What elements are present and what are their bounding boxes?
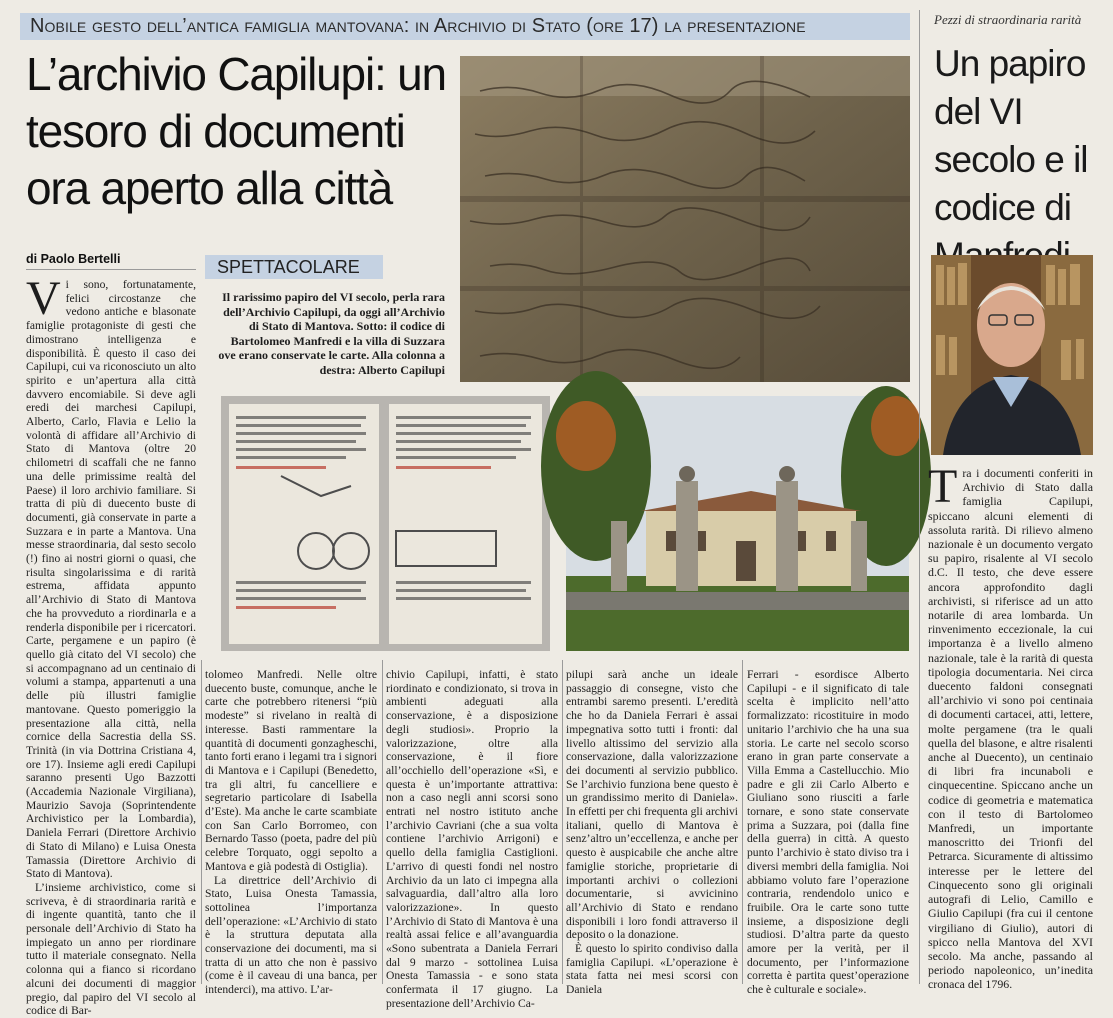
column-text: Ferrari - esordisce Alberto Capilupi - e il significato di tale scelta è implicito nell’atto formalizzato: ricostituire in modo unitario l’archivio che ha una sua storia. Le carte nel secolo scorso erano in gran parte conservate a Villa Emma a Castellucchio. Mio padre e gli zii Carlo Alberto e Giuliano sono riusciti a farle tornare, e sono state conservate prima a Suzzara, poi (dalla fine della guerra) in città. A questo punto l’archivio è stato diviso tra i diversi membri della famiglia. Noi abbiamo voluto fare l’operazione contraria, rendendolo unico e fruibile. Ora le carte sono tutte insieme, a disposizione degli studiosi. D’altra parte da questo amore per la verità, per il documento, per l’informazione corretta è partita quest’operazione che è culturale e sociale». — [747, 668, 909, 997]
column-rule — [382, 660, 383, 984]
sidebar-kicker: Pezzi di straordinaria rarità — [934, 12, 1082, 27]
sidebar-text: ra i documenti conferiti in Archivio di Stato dalla famiglia Capilupi, spiccano alcuni elementi di assoluta rarità. Di rilievo almeno nazionale è un documento vergato su papiro, risalente al VI secolo d.C. Il testo, che deve essere ancora approfondito dagli archivisti, si riferisce ad un atto notarile di area lombarda. Un rinvenimento eccezionale, la cui importanza è a livello almeno nazionale, tale è la rarità di questa tipologia documentaria. Nei circa duecento faldoni consegnati all’archivio vi sono poi centinaia di documenti cartacei, atti, lettere, molte pergamene (tra le quali quella del blasone, e altre risalenti anche al Duecento), un centinaio di libri fra incunaboli e cinquecentine. Spiccano anche un codice di geometria e matematica con il testo di Bartolomeo Manfredi, un importante manoscritto dei Trionfi del Petrarca. Sicuramente di altissimo interesse per le lettere del Cinquecento sono gli originali autografi di Lelio, Camillo e Giulio Capilupi (fra cui il centone virgiliano di Giulio), autori di spicco nella Mantova del XVI secolo. Ma anche, passando al periodo napoleonico, un’inedita cronaca del 1796. — [928, 466, 1093, 992]
article-column-3 — [386, 668, 558, 1010]
sidebar-title: Un papiro del VI secolo e il codice di — [934, 43, 1088, 228]
column-text: tolomeo Manfredi. Nelle oltre duecento buste, comunque, anche le carte che potrebbero ritenersi “più modeste” si rivelano in realtà di interesse. Basti rammentare la quantità di documenti gonzagheschi, tanto forti erano i legami tra i signori di Mantova e i Capilupi (Benedetto, tra gli altri, fu cancelliere e segretario particolare di Isabella d’Este). Ma anche le carte scambiate con San Carlo Borromeo, con Bernardo Tasso (poeta, padre del più celebre Torquato, oggi sepolto a Mantova e già podestà di Ostiglia). — [205, 668, 377, 873]
column-text: La direttrice dell’Archivio di Stato, Luisa Onesta Tamassia, sottolinea l’importanza dell’operazione: «L’Archivio di stato è la struttura deputata alla conservazione dei documenti, ma si tratta di un atto che non è passivo (come è il caveau di una banca, per intenderci), ma attivo. L’ar- — [205, 873, 377, 997]
codex-photo — [221, 396, 550, 651]
drop-cap: V — [26, 272, 61, 325]
papyrus-photo — [460, 56, 910, 382]
column-text: i sono, fortunatamente, felici circostanze che vedono antiche e blasonate famiglie protagoniste di gesti che dimostrano intelligenza e disponibilità. È questo il caso dei Capilupi, cui va riconosciuto un alto spirito e un’apertura alla città davvero encomiabile. Si deve agli eredi dei marchesi Capilupi, Alberto, Carlo, Flavia e Lelio la volontà di affidare all’Archivio di Stato di Mantova (oltre 20 chilometri di scaffali che ne fanno una delle primissime realtà del Paese) il loro archivio familiare. Si tratta di più di duecento buste di documenti, già conservate in parte a Suzzara e in parte a Mantova. Una messe straordinaria, dal sesto secolo (!) fino ai nostri giorni o quasi, che risulta singolarissima e di rarità estrema, affidata appunto all’Archivio di Stato di Mantova che ha provveduto a riordinarla e a renderla disponibile per i ricercatori. Carte, pergamene e un papiro (è quello già citato del VI secolo) che si accompagnano ad un centinaio di volumi a stampa, appartenuti a una delle più illustri famiglie mantovane. Questo pomeriggio la presentazione alla città, nella cornice della Sacrestia della SS. Trinità (in via Dottrina Cristiana 4, ore 17). Insieme agli eredi Capilupi saranno presenti Ugo Bazzotti (Accademia Nazionale Virgiliana), Maurizio Savoja (Soprintendente Archivistico per la Lombardia), Daniela Ferrari (Direttore Archivio di Stato di Milano) e Luisa Onesta Tamassia (Direttore Archivio di Stato di Mantova). — [26, 278, 196, 881]
photo-caption: Il rarissimo papiro del VI secolo, perla rara dell’Archivio Capilupi, da oggi all’Archivio di Stato di Mantova. Sotto: il codice di Bartolomeo Manfredi e la villa di Suzzara ove erano conservate le carte. Alla colonna a destra: Alberto Capilupi — [218, 290, 445, 377]
article-column-1 — [26, 272, 196, 1018]
column-text: chivio Capilupi, infatti, è stato riordinato e condizionato, si trova in ambienti adeguati alla conservazione, è a disposizione degli studiosi». Proprio la valorizzazione, oltre alla conservazione, è il fiore all’occhiello dell’operazione «Sì, e questa è un’importante attrattiva: non a caso negli anni scorsi sono entrati nel nostro istituto anche l’archivio Cavriani (che a sua volta contiene l’archivio Arrigoni) e quello della famiglia Castiglioni. L’arrivo di questi fondi nel nostro Archivio da un lato ci impegna alla salvaguardia, dall’altro alla loro valorizzazione». In questo l’Archivio di Stato di Mantova è una realtà assai felice e all’avanguardia «Sono subentrata a Daniela Ferrari dal 9 marzo - sottolinea Luisa Onesta Tamassia - e sono stata confermata il 17 giugno. La presentazione dell’Archivio Ca- — [386, 668, 558, 1010]
article-column-2 — [205, 668, 377, 997]
article-title: L’archivio Capilupi: un tesoro di documenti ora aperto alla città — [26, 48, 446, 214]
portrait-photo — [931, 255, 1093, 455]
section-tag: SPETTACOLARE — [205, 255, 383, 279]
column-text: È questo lo spirito condiviso dalla famiglia Capilupi. «L’operazione è stata fatta nei mesi scorsi con Daniela — [566, 942, 738, 997]
byline-rule — [26, 269, 196, 270]
kicker-band: Nobile gesto dell’antica famiglia mantovana: in Archivio di Stato (ore 17) la presentazione — [20, 13, 910, 40]
byline: di Paolo Bertelli — [26, 252, 121, 266]
column-rule — [201, 660, 202, 984]
article-column-4 — [566, 668, 738, 997]
column-text: pilupi sarà anche un ideale passaggio di consegne, visto che entrambi saremo presenti. L’eredità che ho da Daniela Ferrari è assai impegnativa sotto tutti i fronti: dal livello altissimo del servizio alla conservazione, dalla valorizzazione dei documenti al servizio pubblico. Se l’archivio funziona bene questo è un grandissimo merito di Daniela». In effetti per chi frequenta gli archivi italiani, quello di Mantova è senz’altro un’eccellenza, e anche per questo è auspicabile che anche altre famiglie storiche, proprietarie di importanti archivi o collezioni documentarie, si avvicinino all’Archivio di Stato e rendano disponibili i loro fondi attraverso il deposito o la donazione. — [566, 668, 738, 942]
sidebar-body — [928, 460, 1093, 992]
column-rule — [562, 660, 563, 984]
article-column-5 — [747, 668, 909, 997]
drop-cap: T — [928, 460, 958, 513]
villa-photo — [566, 396, 909, 651]
column-rule — [742, 660, 743, 984]
column-rule — [919, 10, 920, 984]
column-text: L’insieme archivistico, come si scriveva, è di straordinaria rarità e di ingente quantità, tanto che il personale dell’Archivio di Stato ha impiegato un anno per riordinare tutto il materiale consegnato. Nella colonna qui a fianco si ricordano alcuni dei documenti di maggior pregio, dal papiro del VI secolo al codice di Bar- — [26, 880, 196, 1018]
